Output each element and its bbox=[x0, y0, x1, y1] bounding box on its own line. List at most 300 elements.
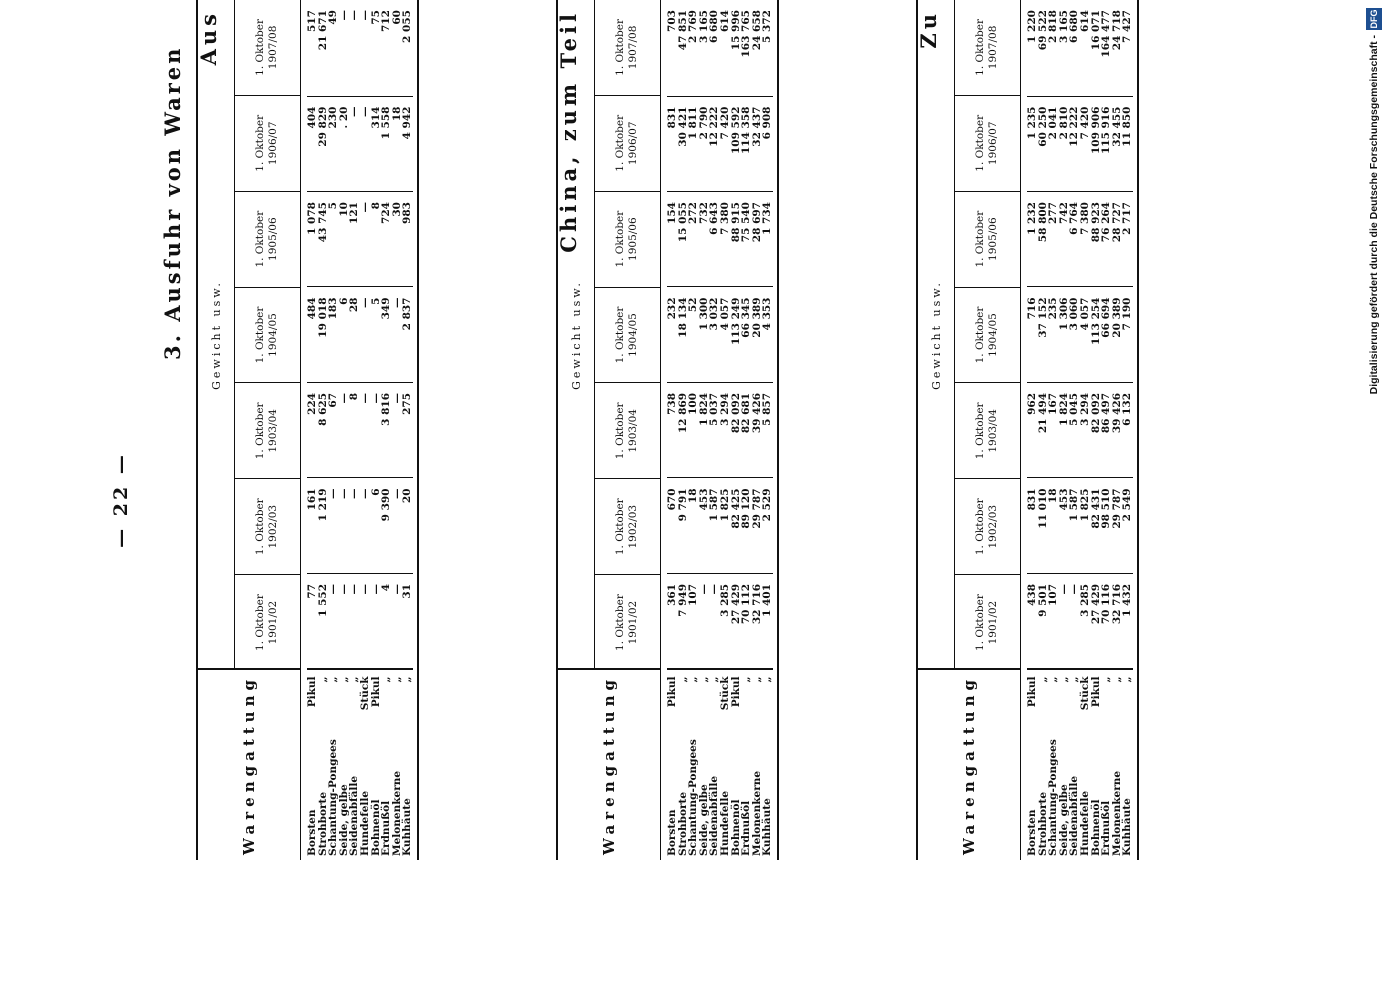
value-cell: 614 bbox=[718, 10, 731, 32]
value-cell: 1 811 bbox=[688, 96, 699, 191]
year-column-header: 1. Oktober 1901/02 bbox=[954, 574, 1020, 670]
value-cell: 314 bbox=[371, 96, 382, 191]
value-cell: — bbox=[360, 477, 371, 572]
value-cell: 738 bbox=[667, 382, 678, 477]
commodity-name: Borsten bbox=[306, 809, 318, 856]
value-cell: 24 718 bbox=[1110, 10, 1123, 51]
commodity-unit: „ bbox=[1036, 676, 1049, 683]
table-row bbox=[349, 0, 360, 860]
value-cell: 3 165 bbox=[697, 10, 710, 43]
value-cell: 20 389 bbox=[1112, 287, 1123, 382]
year-column-header: 1. Oktober 1905/06 bbox=[594, 191, 660, 287]
value-cell: 3 165 bbox=[1057, 10, 1070, 43]
value-cell: 6 680 bbox=[1068, 10, 1081, 43]
commodity-cell bbox=[360, 668, 371, 860]
value-cell: 404 bbox=[307, 96, 318, 191]
value-cell: — bbox=[349, 96, 360, 191]
value-cell: 1 558 bbox=[381, 96, 392, 191]
commodity-unit: „ bbox=[740, 676, 753, 683]
value-cell: 75 540 bbox=[741, 191, 752, 286]
commodity-unit: „ bbox=[708, 676, 721, 683]
year-column-header: 1. Oktober 1903/04 bbox=[234, 382, 300, 478]
value-cell: — bbox=[339, 573, 350, 668]
value-cell: — bbox=[349, 477, 360, 572]
commodity-unit: Stück bbox=[1078, 676, 1091, 711]
commodity-unit: Stück bbox=[718, 676, 731, 711]
value-cell: 6 643 bbox=[709, 191, 720, 286]
section-title-2: China, zum Teil bbox=[556, 10, 581, 253]
value-cell: — bbox=[360, 287, 371, 382]
value-cell: 1 078 bbox=[307, 191, 318, 286]
value-cell: 742 bbox=[1059, 191, 1070, 286]
value-cell: 21 494 bbox=[1038, 382, 1049, 477]
value-cell: — bbox=[392, 287, 403, 382]
value-cell: 114 358 bbox=[741, 96, 752, 191]
commodity-unit: Stück bbox=[358, 676, 371, 711]
value-cell: 5 045 bbox=[1069, 382, 1080, 477]
value-cell: 438 bbox=[1027, 573, 1038, 668]
value-cell: — bbox=[709, 573, 720, 668]
commodity-unit: „ bbox=[1110, 676, 1123, 683]
value-cell: 6 680 bbox=[708, 10, 721, 43]
value-cell: 8 625 bbox=[318, 382, 329, 477]
value-cell: 113 249 bbox=[731, 287, 742, 382]
value-cell: 831 bbox=[1027, 477, 1038, 572]
commodity-name: Kuhhäute bbox=[1121, 798, 1134, 856]
value-cell: 235 bbox=[1048, 287, 1059, 382]
commodity-name: Hundefelle bbox=[1078, 790, 1091, 856]
value-cell: 31 bbox=[402, 573, 413, 668]
commodity-name: Melonenkerne bbox=[390, 770, 403, 856]
commodity-unit: „ bbox=[380, 676, 393, 683]
export-table-1 bbox=[196, 0, 419, 860]
value-cell: 82 425 bbox=[731, 477, 742, 572]
value-cell: 716 bbox=[1027, 287, 1038, 382]
value-cell: 7 427 bbox=[1121, 10, 1134, 43]
commodity-unit: „ bbox=[348, 676, 361, 683]
commodity-name: Hundefelle bbox=[718, 790, 731, 856]
value-cell: 109 906 bbox=[1091, 96, 1102, 191]
table-header bbox=[196, 0, 301, 860]
commodity-unit: „ bbox=[401, 676, 414, 683]
value-cell: — bbox=[348, 10, 361, 21]
value-cell: 15 996 bbox=[729, 10, 742, 51]
value-cell: 962 bbox=[1027, 382, 1038, 477]
value-cell: 5 bbox=[328, 191, 339, 286]
value-cell: 3 032 bbox=[709, 287, 720, 382]
value-cell: 66 694 bbox=[1101, 287, 1112, 382]
value-cell: 1 432 bbox=[1122, 573, 1133, 668]
value-cell: 712 bbox=[380, 10, 393, 32]
value-cell: 66 345 bbox=[741, 287, 752, 382]
commodity-cell bbox=[307, 668, 318, 860]
value-cell: 11 850 bbox=[1122, 96, 1133, 191]
table-row bbox=[1027, 0, 1038, 860]
value-cell: 88 915 bbox=[731, 191, 742, 286]
value-cell: — bbox=[360, 382, 371, 477]
value-cell: 29 787 bbox=[1112, 477, 1123, 572]
value-cell: 19 018 bbox=[318, 287, 329, 382]
section-title-3: Zu bbox=[916, 10, 941, 49]
value-cell: 16 071 bbox=[1089, 10, 1102, 51]
value-cell: 2 790 bbox=[699, 96, 710, 191]
weight-header: Gewicht usw. bbox=[918, 0, 955, 670]
commodity-unit: „ bbox=[697, 676, 710, 683]
value-cell: 670 bbox=[667, 477, 678, 572]
value-cell: 1 824 bbox=[1059, 382, 1070, 477]
value-cell: 75 bbox=[369, 10, 382, 25]
value-cell: 30 421 bbox=[678, 96, 689, 191]
value-cell: 28 727 bbox=[1112, 191, 1123, 286]
dfg-logo: DFG bbox=[1366, 8, 1382, 30]
value-cell: 32 437 bbox=[752, 96, 763, 191]
table-row bbox=[360, 0, 371, 860]
value-cell: 6 908 bbox=[762, 96, 773, 191]
value-cell: 484 bbox=[307, 287, 318, 382]
value-cell: 121 bbox=[349, 191, 360, 286]
value-cell: 831 bbox=[667, 96, 678, 191]
value-cell: 115 916 bbox=[1101, 96, 1112, 191]
commodity-name: Schantung-Pongees bbox=[327, 739, 340, 856]
value-cell: 232 bbox=[667, 287, 678, 382]
value-cell: — bbox=[1059, 573, 1070, 668]
table-row bbox=[1080, 0, 1091, 860]
value-cell: 58 800 bbox=[1038, 191, 1049, 286]
value-cell: 1 587 bbox=[1069, 477, 1080, 572]
year-column-header: 1. Oktober 1907/08 bbox=[614, 19, 639, 76]
value-cell: 9 501 bbox=[1038, 573, 1049, 668]
value-cell: 69 522 bbox=[1036, 10, 1049, 51]
value-cell: — bbox=[349, 573, 360, 668]
warengattung-header: Warengattung bbox=[558, 668, 660, 860]
warengattung-header: Warengattung bbox=[198, 668, 300, 860]
value-cell: — bbox=[371, 573, 382, 668]
value-cell: 109 592 bbox=[731, 96, 742, 191]
section-title-1: Aus bbox=[196, 10, 221, 66]
value-cell: 154 bbox=[667, 191, 678, 286]
value-cell: 98 510 bbox=[1101, 477, 1112, 572]
commodity-name: Kuhhäute bbox=[401, 798, 414, 856]
value-cell: 18 bbox=[688, 477, 699, 572]
value-cell: 89 120 bbox=[741, 477, 752, 572]
value-cell: 77 bbox=[307, 573, 318, 668]
value-cell: 1 587 bbox=[709, 477, 720, 572]
table-row bbox=[318, 0, 329, 860]
year-column-header: 1. Oktober 1903/04 bbox=[594, 382, 660, 478]
value-cell: 1 219 bbox=[318, 477, 329, 572]
table-bottom-rule bbox=[777, 0, 779, 860]
commodity-unit: „ bbox=[761, 676, 774, 683]
value-cell: 5 372 bbox=[761, 10, 774, 43]
value-cell: 12 222 bbox=[1069, 96, 1080, 191]
commodity-cell bbox=[1027, 668, 1038, 860]
warengattung-header: Warengattung bbox=[918, 668, 1020, 860]
commodity-cell bbox=[762, 668, 773, 860]
value-cell: 39 426 bbox=[752, 382, 763, 477]
weight-header: Gewicht usw. bbox=[198, 0, 235, 670]
value-cell: 88 923 bbox=[1091, 191, 1102, 286]
digitization-credit: Digitalisierung gefördert durch die Deutsche Forschungsgemeinschaft - bbox=[1368, 35, 1380, 395]
value-cell: 60 250 bbox=[1038, 96, 1049, 191]
commodity-unit: „ bbox=[316, 676, 329, 683]
value-cell: 183 bbox=[328, 287, 339, 382]
commodity-name: Bohnenöl bbox=[369, 799, 382, 856]
value-cell: — bbox=[360, 573, 371, 668]
value-cell: 49 bbox=[327, 10, 340, 25]
commodity-name: Seidenabfälle bbox=[348, 775, 361, 856]
value-cell: 27 429 bbox=[1091, 573, 1102, 668]
value-cell: 1 232 bbox=[1027, 191, 1038, 286]
table-bottom-rule bbox=[417, 0, 419, 860]
commodity-name: Strohborte bbox=[316, 791, 329, 856]
year-column-header: 1. Oktober 1906/07 bbox=[954, 95, 1020, 191]
value-cell: 82 681 bbox=[741, 382, 752, 477]
value-cell: — bbox=[392, 573, 403, 668]
value-cell: — bbox=[328, 477, 339, 572]
commodity-cell bbox=[1080, 668, 1091, 860]
value-cell: 2 055 bbox=[401, 10, 414, 43]
year-column-header: 1. Oktober 1905/06 bbox=[234, 191, 300, 287]
value-cell: . 20 bbox=[339, 96, 350, 191]
commodity-name: Schantung-Pongees bbox=[687, 739, 700, 856]
commodity-name: Strohborte bbox=[676, 791, 689, 856]
value-cell: 224 bbox=[307, 382, 318, 477]
value-cell: 164 477 bbox=[1100, 10, 1113, 58]
value-cell: 60 bbox=[390, 10, 403, 25]
table-row bbox=[307, 0, 318, 860]
value-cell: 9 791 bbox=[678, 477, 689, 572]
commodity-name: Seidenabfälle bbox=[708, 775, 721, 856]
commodity-name: Erdnußöl bbox=[380, 800, 393, 856]
table-row bbox=[402, 0, 413, 860]
value-cell: 703 bbox=[666, 10, 678, 32]
value-cell: 517 bbox=[306, 10, 318, 32]
value-cell: 3 285 bbox=[1080, 573, 1091, 668]
commodity-name: Seide, gelbe bbox=[1057, 784, 1070, 856]
value-cell: 107 bbox=[1048, 573, 1059, 668]
value-cell: 275 bbox=[402, 382, 413, 477]
commodity-unit: „ bbox=[676, 676, 689, 683]
value-cell: 82 431 bbox=[1091, 477, 1102, 572]
commodity-name: Hundefelle bbox=[358, 790, 371, 856]
value-cell: 361 bbox=[667, 573, 678, 668]
value-cell: 12 869 bbox=[678, 382, 689, 477]
value-cell: 32 716 bbox=[1112, 573, 1123, 668]
table-header bbox=[916, 0, 1021, 860]
commodity-cell bbox=[667, 668, 678, 860]
value-cell: 5 857 bbox=[762, 382, 773, 477]
value-cell: 100 bbox=[688, 382, 699, 477]
value-cell: 732 bbox=[699, 191, 710, 286]
commodity-unit: Pikul bbox=[1026, 676, 1038, 708]
value-cell: 67 bbox=[328, 382, 339, 477]
commodity-name: Melonenkerne bbox=[750, 770, 763, 856]
weight-header: Gewicht usw. bbox=[558, 0, 595, 670]
commodity-unit: „ bbox=[1068, 676, 1081, 683]
value-cell: 5 bbox=[371, 287, 382, 382]
value-cell: 2 837 bbox=[402, 287, 413, 382]
value-cell: 20 bbox=[402, 477, 413, 572]
commodity-name: Seidenabfälle bbox=[1068, 775, 1081, 856]
value-cell: 70 112 bbox=[741, 573, 752, 668]
value-cell: 167 bbox=[1048, 382, 1059, 477]
value-cell: 1 734 bbox=[762, 191, 773, 286]
value-cell: 983 bbox=[402, 191, 413, 286]
value-cell: 7 420 bbox=[1080, 96, 1091, 191]
commodity-name: Strohborte bbox=[1036, 791, 1049, 856]
commodity-name: Erdnußöl bbox=[1100, 800, 1113, 856]
commodity-name: Seide, gelbe bbox=[697, 784, 710, 856]
value-cell: 7 190 bbox=[1122, 287, 1133, 382]
value-cell: 1 552 bbox=[318, 573, 329, 668]
value-cell: 12 222 bbox=[709, 96, 720, 191]
value-cell: 24 658 bbox=[750, 10, 763, 51]
export-table-2 bbox=[556, 0, 779, 860]
value-cell: 6 bbox=[371, 477, 382, 572]
value-cell: 1 825 bbox=[1080, 477, 1091, 572]
table-row bbox=[667, 0, 678, 860]
value-cell: 6 132 bbox=[1122, 382, 1133, 477]
value-cell: 28 bbox=[349, 287, 360, 382]
value-cell: 349 bbox=[381, 287, 392, 382]
value-cell: 4 bbox=[381, 573, 392, 668]
value-cell: — bbox=[371, 382, 382, 477]
table-row bbox=[381, 0, 392, 860]
commodity-unit: „ bbox=[337, 676, 350, 683]
value-cell: — bbox=[339, 477, 350, 572]
page-title: 3. Ausfuhr von Waren bbox=[160, 45, 185, 360]
value-cell: 28 697 bbox=[752, 191, 763, 286]
commodity-unit: „ bbox=[750, 676, 763, 683]
value-cell: 11 010 bbox=[1038, 477, 1049, 572]
value-cell: 9 390 bbox=[381, 477, 392, 572]
year-column-header: 1. Oktober 1901/02 bbox=[234, 574, 300, 670]
commodity-name: Borsten bbox=[666, 809, 678, 856]
value-cell: — bbox=[699, 573, 710, 668]
table-bottom-rule bbox=[1137, 0, 1139, 860]
year-column-header: 1. Oktober 1902/03 bbox=[594, 478, 660, 574]
commodity-unit: Pikul bbox=[369, 676, 382, 708]
value-cell: 2 549 bbox=[1122, 477, 1133, 572]
year-column-header: 1. Oktober 1901/02 bbox=[594, 574, 660, 670]
table-row bbox=[328, 0, 339, 860]
table-row bbox=[1122, 0, 1133, 860]
value-cell: 2 810 bbox=[1059, 96, 1070, 191]
commodity-unit: „ bbox=[1121, 676, 1134, 683]
page-number: — 22 — bbox=[110, 452, 132, 548]
value-cell: 20 389 bbox=[752, 287, 763, 382]
value-cell: 86 497 bbox=[1101, 382, 1112, 477]
value-cell: 161 bbox=[307, 477, 318, 572]
value-cell: 453 bbox=[1059, 477, 1070, 572]
value-cell: 70 116 bbox=[1101, 573, 1112, 668]
value-cell: 18 bbox=[1048, 477, 1059, 572]
year-column-header: 1. Oktober 1906/07 bbox=[594, 95, 660, 191]
commodity-name: Bohnenöl bbox=[729, 799, 742, 856]
value-cell: 21 671 bbox=[316, 10, 329, 51]
value-cell: 4 942 bbox=[402, 96, 413, 191]
value-cell: 4 057 bbox=[1080, 287, 1091, 382]
value-cell: 2 769 bbox=[687, 10, 700, 43]
value-cell: — bbox=[392, 477, 403, 572]
value-cell: 2 529 bbox=[762, 477, 773, 572]
value-cell: 6 764 bbox=[1069, 191, 1080, 286]
value-cell: — bbox=[339, 382, 350, 477]
value-cell: 30 bbox=[392, 191, 403, 286]
value-cell: 3 060 bbox=[1069, 287, 1080, 382]
commodity-cell bbox=[402, 668, 413, 860]
value-cell: — bbox=[360, 191, 371, 286]
value-cell: 43 745 bbox=[318, 191, 329, 286]
value-cell: 18 134 bbox=[678, 287, 689, 382]
table-row bbox=[339, 0, 350, 860]
year-column-header: 1. Oktober 1907/08 bbox=[974, 19, 999, 76]
value-cell: 18 bbox=[392, 96, 403, 191]
value-cell: 7 380 bbox=[1080, 191, 1091, 286]
commodity-name: Erdnußöl bbox=[740, 800, 753, 856]
table-header bbox=[556, 0, 661, 860]
commodity-cell bbox=[720, 668, 731, 860]
year-column-header: 1. Oktober 1907/08 bbox=[254, 19, 279, 76]
value-cell: 29 829 bbox=[318, 96, 329, 191]
value-cell: 453 bbox=[699, 477, 710, 572]
value-cell: 1 300 bbox=[699, 287, 710, 382]
commodity-unit: Pikul bbox=[729, 676, 742, 708]
export-table-3 bbox=[916, 0, 1139, 860]
value-cell: 82 092 bbox=[731, 382, 742, 477]
value-cell: 27 429 bbox=[731, 573, 742, 668]
value-cell: — bbox=[358, 10, 371, 21]
value-cell: 2 818 bbox=[1047, 10, 1060, 43]
commodity-name: Seide, gelbe bbox=[337, 784, 350, 856]
value-cell: 8 bbox=[349, 382, 360, 477]
year-column-header: 1. Oktober 1904/05 bbox=[594, 287, 660, 383]
value-cell: 5 037 bbox=[709, 382, 720, 477]
value-cell: 29 787 bbox=[752, 477, 763, 572]
value-cell: 614 bbox=[1078, 10, 1091, 32]
value-cell: 4 057 bbox=[720, 287, 731, 382]
value-cell: 163 765 bbox=[740, 10, 753, 58]
value-cell: 82 092 bbox=[1091, 382, 1102, 477]
value-cell: 1 220 bbox=[1026, 10, 1038, 43]
value-cell: 37 152 bbox=[1038, 287, 1049, 382]
value-cell: 272 bbox=[688, 191, 699, 286]
table-row bbox=[762, 0, 773, 860]
value-cell: 230 bbox=[328, 96, 339, 191]
year-column-header: 1. Oktober 1903/04 bbox=[954, 382, 1020, 478]
commodity-name: Schantung-Pongees bbox=[1047, 739, 1060, 856]
commodity-unit: „ bbox=[390, 676, 403, 683]
value-cell: 2 717 bbox=[1122, 191, 1133, 286]
commodity-unit: Pikul bbox=[306, 676, 318, 708]
year-column-header: 1. Oktober 1902/03 bbox=[954, 478, 1020, 574]
year-column-header: 1. Oktober 1902/03 bbox=[234, 478, 300, 574]
commodity-name: Melonenkerne bbox=[1110, 770, 1123, 856]
year-column-header: 1. Oktober 1906/07 bbox=[234, 95, 300, 191]
commodity-unit: „ bbox=[1047, 676, 1060, 683]
value-cell: 107 bbox=[688, 573, 699, 668]
commodity-name: Borsten bbox=[1026, 809, 1038, 856]
value-cell: 76 264 bbox=[1101, 191, 1112, 286]
value-cell: 32 716 bbox=[752, 573, 763, 668]
value-cell: 3 294 bbox=[720, 382, 731, 477]
value-cell: 7 949 bbox=[678, 573, 689, 668]
commodity-unit: „ bbox=[1100, 676, 1113, 683]
commodity-unit: „ bbox=[687, 676, 700, 683]
value-cell: 52 bbox=[688, 287, 699, 382]
value-cell: 1 306 bbox=[1059, 287, 1070, 382]
value-cell: 7 380 bbox=[720, 191, 731, 286]
